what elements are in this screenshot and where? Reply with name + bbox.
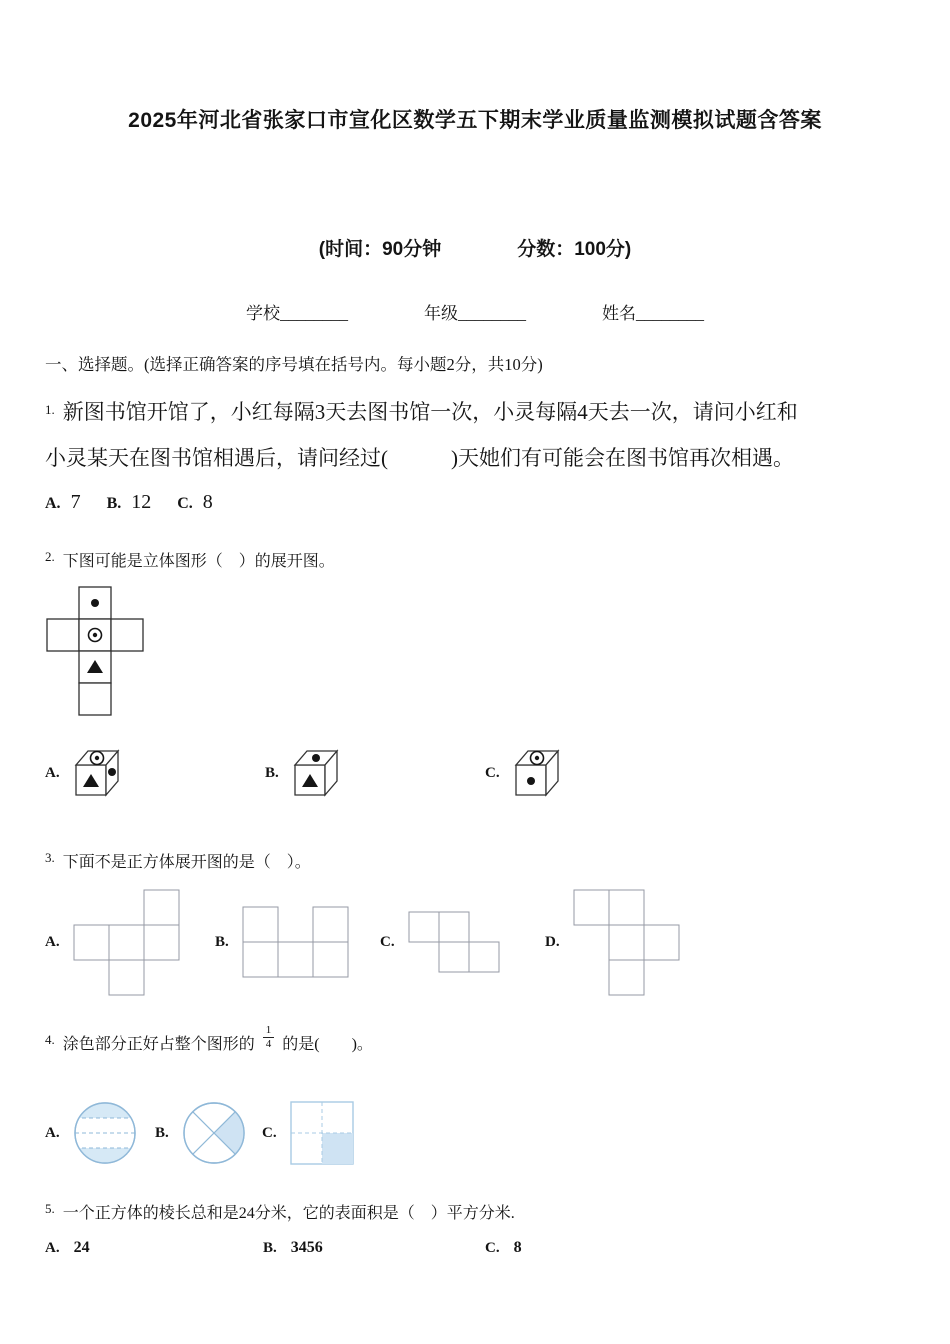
question-3-options [45, 886, 905, 998]
question-5-text: 一个正方体的棱长总和是24分米，它的表面积是（ ）平方分米. [62, 1205, 515, 1222]
q5-option-b-value: 3456 [290, 1239, 323, 1256]
q3-option-b [215, 886, 350, 998]
q1-option-a-label: A. [45, 495, 61, 512]
question-5-options [45, 1239, 905, 1263]
q4-option-c [262, 1100, 355, 1166]
question-2-text: 下图可能是立体图形（ ）的展开图。 [62, 553, 335, 570]
q3-option-d-label: D. [545, 933, 560, 950]
question-5-number: 5. [45, 1201, 55, 1216]
question-1-options [45, 491, 905, 514]
net-figure-b [241, 905, 350, 979]
q3-option-b-label: B. [215, 933, 229, 950]
fraction-one-fourth [263, 1024, 275, 1050]
q5-option-a-value: 24 [73, 1239, 90, 1256]
q2-option-c [485, 747, 568, 799]
question-3-text: 下面不是正方体展开图的是（ ）。 [62, 854, 311, 871]
q3-option-c [380, 886, 501, 998]
q5-option-c-value: 8 [513, 1239, 522, 1256]
q5-option-b [263, 1239, 323, 1257]
q3-option-a [45, 886, 181, 998]
question-4-text-after: 的是( )。 [282, 1036, 373, 1053]
q5-option-b-label: B. [263, 1239, 277, 1256]
question-1-text-line2: 小灵某天在图书馆相遇后，请问经过( )天她们有可能会在图书馆再次相遇。 [45, 446, 794, 470]
q4-option-a-label: A. [45, 1124, 60, 1141]
exam-title: 2025年河北省张家口市宣化区数学五下期末学业质量监测模拟试题含答案 [128, 109, 822, 132]
question-3-number: 3. [45, 850, 55, 865]
q1-option-c-value: 8 [202, 491, 213, 513]
question-4-number: 4. [45, 1032, 55, 1047]
q5-option-a [45, 1239, 90, 1257]
question-2 [45, 548, 905, 807]
cube-figure-c [512, 747, 568, 799]
fraction-denominator: 4 [265, 1037, 272, 1050]
q3-option-a-label: A. [45, 933, 60, 950]
square-quadrant-figure [289, 1100, 355, 1166]
q3-option-c-label: C. [380, 933, 395, 950]
question-5 [45, 1200, 905, 1263]
question-4 [45, 1024, 905, 1170]
section-1-heading: 一、选择题。(选择正确答案的序号填在括号内。每小题2分，共10分) [45, 355, 543, 374]
question-1-number: 1. [45, 402, 55, 417]
cube-net-figure [45, 585, 905, 717]
question-2-options [45, 747, 905, 807]
grade-blank: 年级________ [424, 304, 526, 323]
question-1-text-line1: 新图书馆开馆了，小红每隔3天去图书馆一次，小灵每隔4天去一次，请问小红和 [62, 400, 798, 424]
q1-option-a-value: 7 [70, 491, 81, 513]
q2-option-b [265, 747, 347, 799]
question-3 [45, 849, 905, 998]
circle-strips-figure [72, 1100, 138, 1166]
fraction-numerator: 1 [263, 1024, 275, 1038]
q1-option-c-label: C. [177, 495, 193, 512]
question-4-options [45, 1100, 905, 1170]
q1-option-b-label: B. [106, 495, 122, 512]
q2-option-a [45, 747, 128, 799]
q4-option-b-label: B. [155, 1124, 169, 1141]
school-blank: 学校________ [246, 304, 348, 323]
question-2-number: 2. [45, 549, 55, 564]
q4-option-a [45, 1100, 138, 1166]
q2-option-b-label: B. [265, 764, 279, 781]
question-1 [45, 387, 905, 514]
q5-option-c-label: C. [485, 1239, 500, 1256]
net-figure-d [572, 888, 681, 997]
q1-option-b-value: 12 [131, 491, 152, 513]
q5-option-c [485, 1239, 522, 1257]
net-figure-c [407, 910, 501, 974]
name-blank: 姓名________ [602, 304, 704, 323]
cube-figure-a [72, 747, 128, 799]
cube-figure-b [291, 747, 347, 799]
q2-option-c-label: C. [485, 764, 500, 781]
circle-cross-figure [181, 1100, 247, 1166]
q5-option-a-label: A. [45, 1239, 60, 1256]
q4-option-c-label: C. [262, 1124, 277, 1141]
student-info-blanks [45, 299, 905, 324]
q2-option-a-label: A. [45, 764, 60, 781]
net-figure-a [72, 888, 181, 997]
time-score-line: (时间：90分钟 分数：100分) [318, 239, 632, 260]
q4-option-b [155, 1100, 247, 1166]
q3-option-d [545, 886, 681, 998]
question-4-text-before: 涂色部分正好占整个图形的 [62, 1036, 255, 1053]
